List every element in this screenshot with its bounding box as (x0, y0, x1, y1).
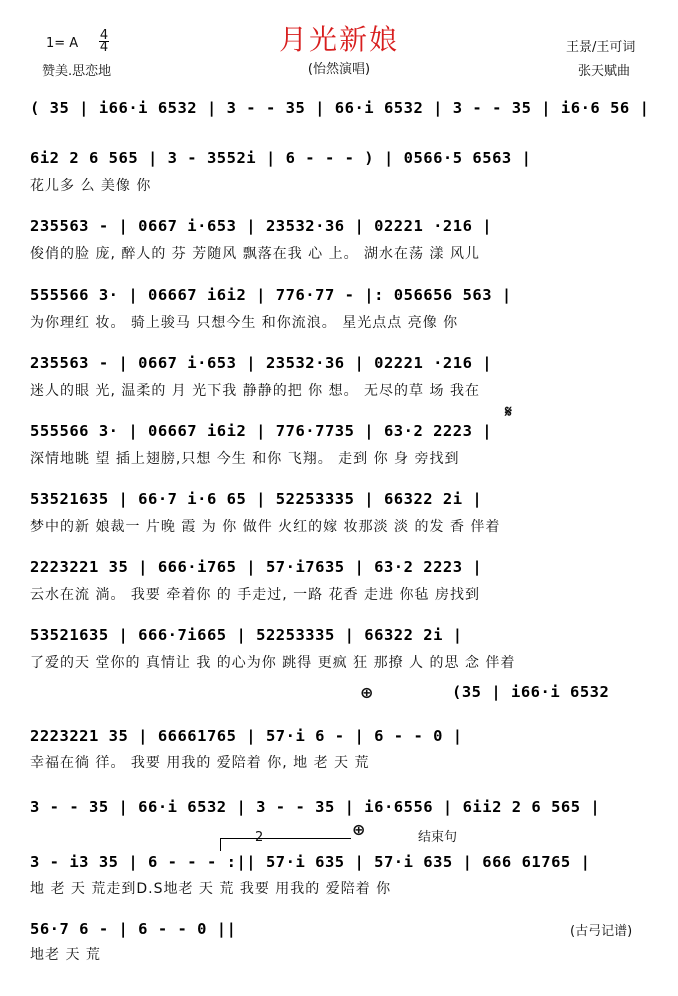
score-line-5: 235563 - | 0667 i·653 | 23532·36 | 02221 ·216 | (30, 354, 493, 372)
expression-mark: 赞美.思恋地 (42, 64, 112, 79)
singer: (怡然演唱) (307, 62, 371, 77)
ending-label: 结束句 (418, 830, 458, 845)
lyrics-line-3: 俊俏的脸 庞, 醉人的 芬 芳随风 飘落在我 心 上。 湖水在荡 漾 风儿 (30, 246, 480, 262)
lyrics-line-7: 梦中的新 娘裁一 片晚 霞 为 你 做件 火红的嫁 妆那淡 淡 的发 香 伴着 (30, 519, 501, 535)
song-title: 月光新娘 (278, 23, 399, 56)
second-ending-bracket (220, 838, 351, 851)
lyrics-line-5: 迷人的眼 光, 温柔的 月 光下我 静静的把 你 想。 无尽的草 场 我在 (30, 383, 480, 399)
coda-sign: ⊕ (360, 683, 374, 702)
score-line-7: 53521635 | 66·7 i·6 65 | 52253335 | 66322 2i | (30, 490, 483, 508)
score-line-12: 3 - i3 35 | 6 - - - :|| 57·i 635 | 57·i 635 | 666 61765 | (30, 853, 591, 871)
score-line-11: 3 - - 35 | 66·i 6532 | 3 - - 35 | i6·6556 | 6ii2 2 6 565 | (30, 798, 601, 816)
score-line-4: 555566 3· | 06667 i6i2 | 776·77 - |: 056656 563 | (30, 286, 512, 304)
time-bottom: 4 (99, 40, 109, 55)
key-signature: 1= A (46, 36, 79, 51)
score-line-13: 56·7 6 - | 6 - - 0 || (30, 920, 237, 938)
segno-sign: 𝄋 (505, 402, 512, 421)
score-line-8: 2223221 35 | 666·i765 | 57·i7635 | 63·2 2223 | (30, 558, 483, 576)
lyrics-line-4: 为你理红 妆。 骑上骏马 只想今生 和你流浪。 星光点点 亮像 你 (30, 315, 459, 331)
pickup-phrase: (35 | i66·i 6532 (452, 683, 610, 701)
score-line-6: 555566 3· | 06667 i6i2 | 776·7735 | 63·2 2223 | (30, 422, 493, 440)
coda-sign-2: ⊕ (352, 820, 366, 839)
composer: 张天赋曲 (578, 64, 631, 79)
lyrics-line-13: 地老 天 荒 (30, 947, 101, 963)
time-top: 4 (99, 28, 109, 43)
lyrics-line-12: 地 老 天 荒走到D.S地老 天 荒 我要 用我的 爱陪着 你 (30, 881, 392, 897)
score-line-9: 53521635 | 666·7i665 | 52253335 | 66322 2i | (30, 626, 463, 644)
lyrics-line-2: 花儿多 么 美像 你 (30, 178, 152, 194)
transcriber-note: (古弓记谱) (570, 924, 633, 939)
score-line-3: 235563 - | 0667 i·653 | 23532·36 | 02221 ·216 | (30, 217, 493, 235)
score-line-2: 6i2 2 6 565 | 3 - 3552i | 6 - - - ) | 0566·5 6563 | (30, 149, 532, 167)
lyrics-line-10: 幸福在徜 徉。 我要 用我的 爱陪着 你, 地 老 天 荒 (30, 755, 370, 771)
volta-number: 2 (255, 830, 264, 845)
score-line-1: ( 35 | i66·i 6532 | 3 - - 35 | 66·i 6532 | 3 - - 35 | i6·6 56 | (30, 99, 650, 117)
lyrics-line-9: 了爱的天 堂你的 真情让 我 的心为你 跳得 更疯 狂 那撩 人 的思 念 伴着 (30, 655, 516, 671)
lyrics-line-8: 云水在流 淌。 我要 牵着你 的 手走过, 一路 花香 走进 你毡 房找到 (30, 587, 480, 603)
lyricist: 王景/王可词 (566, 40, 636, 55)
score-line-10: 2223221 35 | 66661765 | 57·i 6 - | 6 - - 0 | (30, 727, 463, 745)
lyrics-line-6: 深情地眺 望 插上翅膀,只想 今生 和你 飞翔。 走到 你 身 旁找到 (30, 451, 460, 467)
